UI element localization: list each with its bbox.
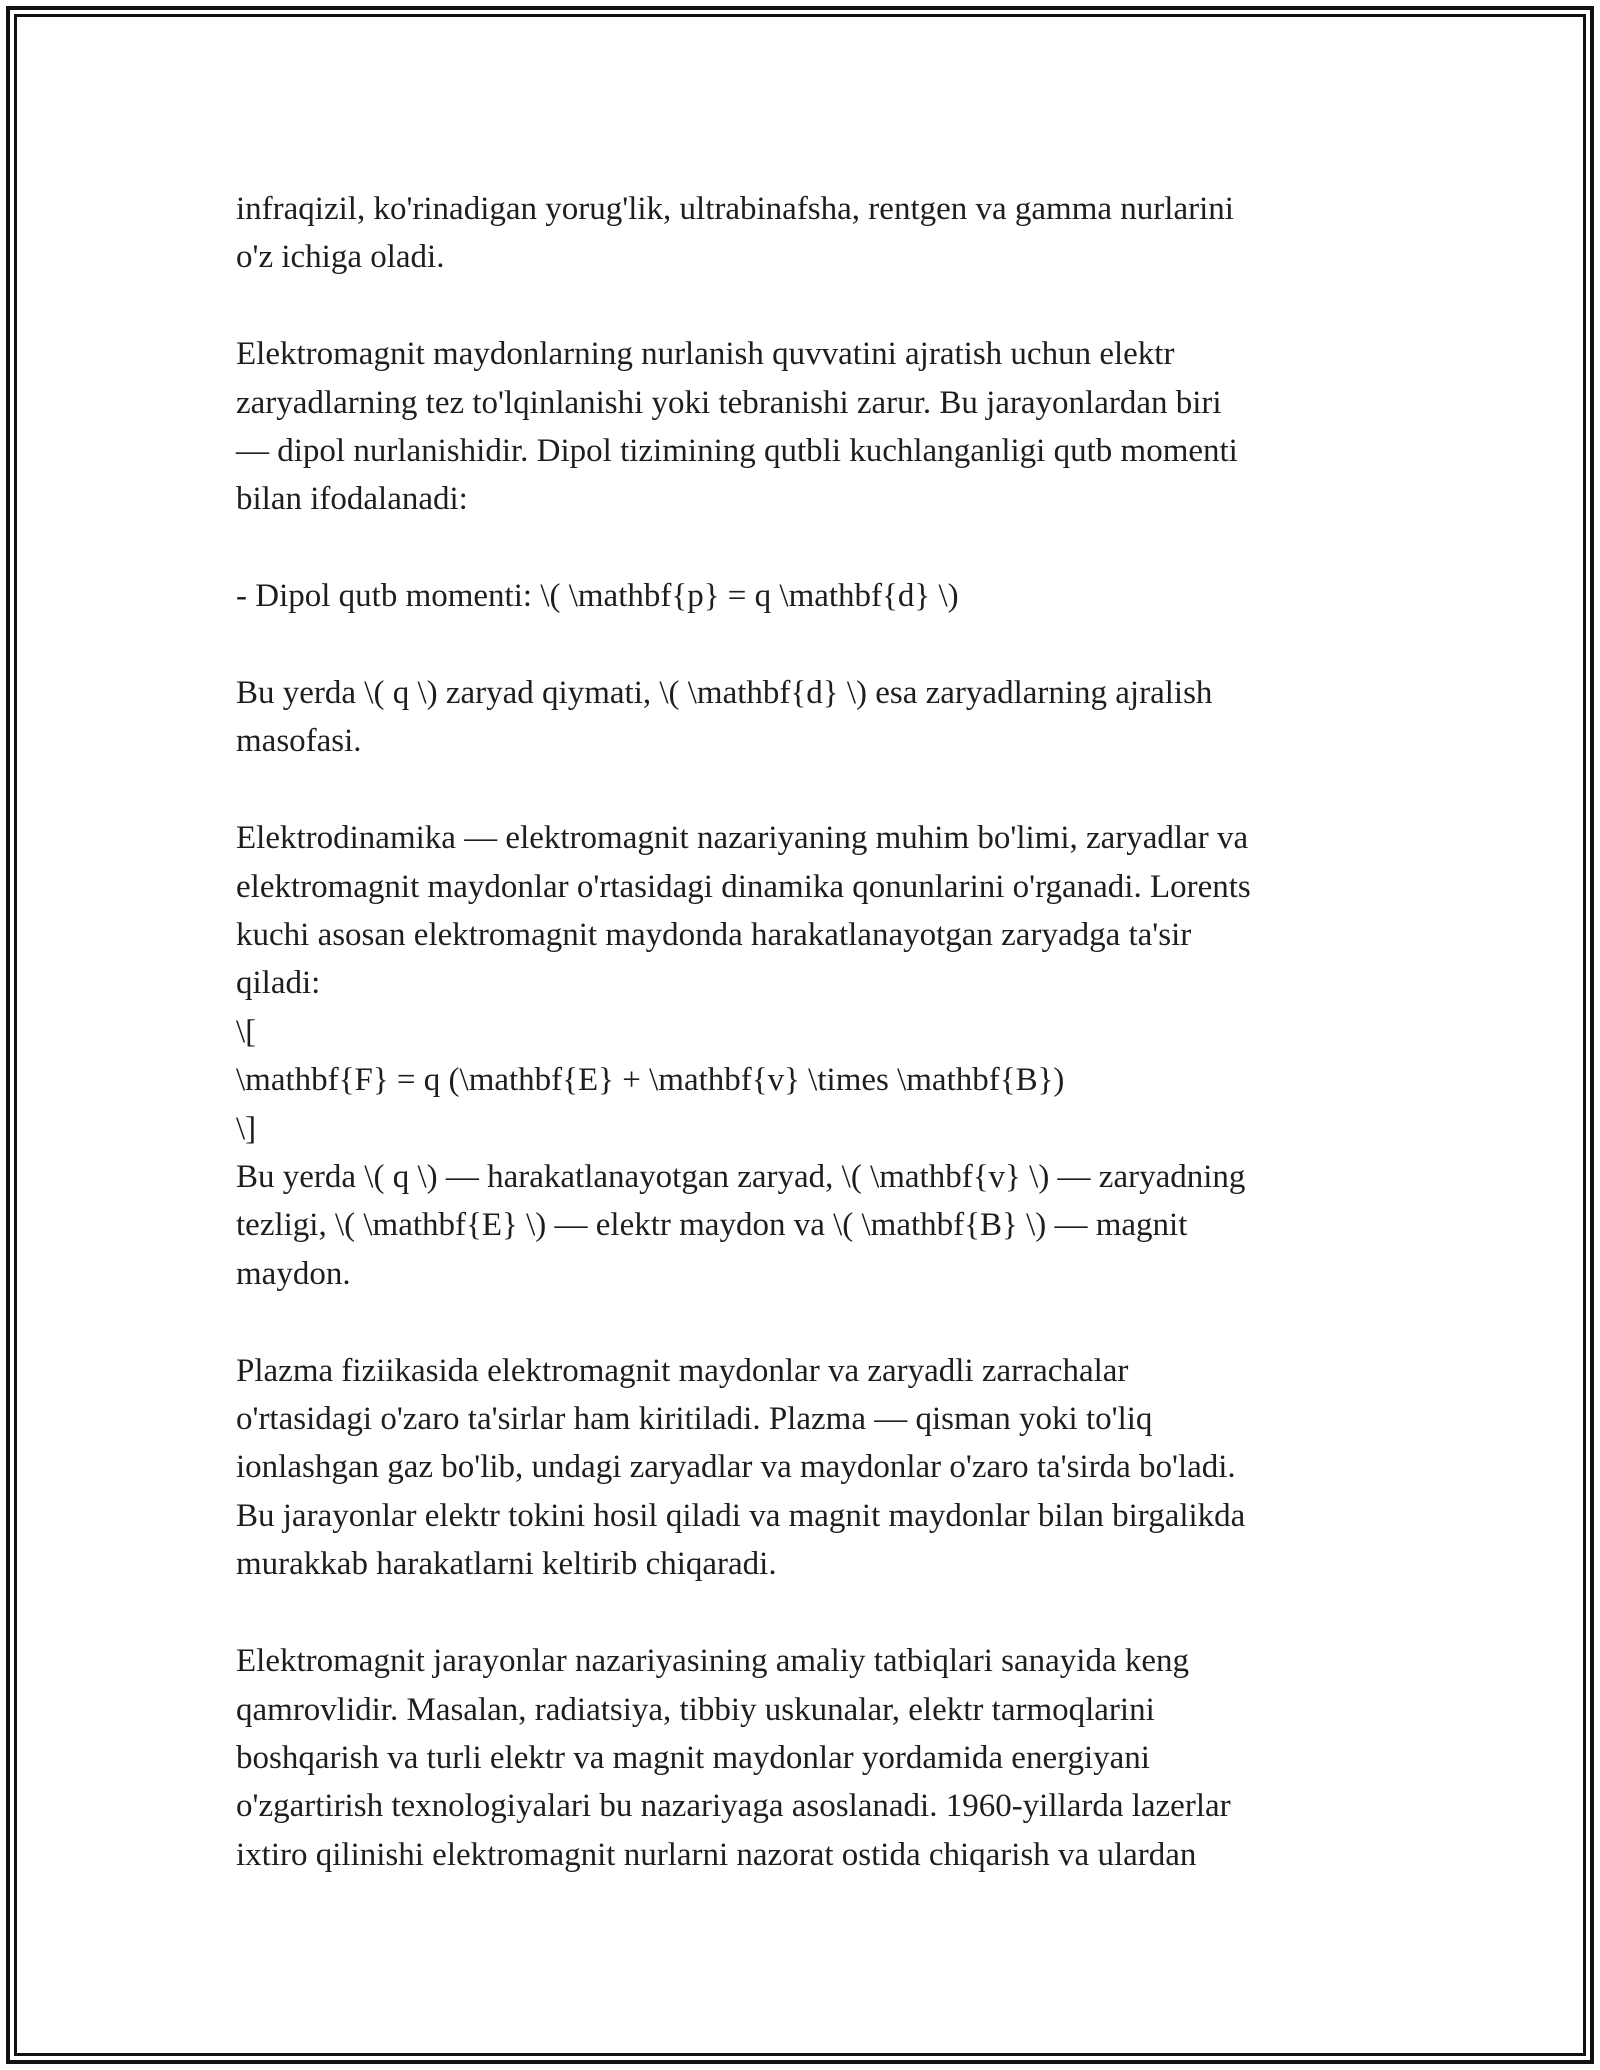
- document-body: [236, 185, 1386, 1928]
- text-line: ionlashgan gaz bo'lib, undagi zaryadlar va maydonlar o'zaro ta'sirda bo'ladi.: [236, 1449, 1236, 1486]
- text-line: Elektrodinamika — elektromagnit nazariyaning muhim bo'limi, zaryadlar va: [236, 820, 1249, 857]
- paragraph-dipole-radiation: [236, 330, 1386, 524]
- formula-line: \mathbf{F} = q (\mathbf{E} + \mathbf{v} \times \mathbf{B}): [236, 1062, 1065, 1099]
- text-line: infraqizil, ko'rinadigan yorug'lik, ultrabinafsha, rentgen va gamma nurlarini: [236, 191, 1234, 227]
- text-line: — dipol nurlanishidir. Dipol tizimining qutbli kuchlanganligi qutb momenti: [236, 433, 1238, 470]
- text-line: qamrovlidir. Masalan, radiatsiya, tibbiy uskunalar, elektr tarmoqlarini: [236, 1691, 1155, 1728]
- text-line: qiladi:: [236, 965, 321, 1002]
- paragraph-plasma-physics: [236, 1347, 1386, 1589]
- text-line: boshqarish va turli elektr va magnit maydonlar yordamida energiyani: [236, 1739, 1150, 1776]
- formula-line: - Dipol qutb momenti: \( \mathbf{p} = q \mathbf{d} \): [236, 578, 959, 615]
- text-line: Bu yerda \( q \) zaryad qiymati, \( \mathbf{d} \) esa zaryadlarning ajralish: [236, 675, 1213, 712]
- text-line: bilan ifodalanadi:: [236, 481, 468, 518]
- text-line: o'z ichiga oladi.: [236, 239, 445, 276]
- text-line: elektromagnit maydonlar o'rtasidagi dinamika qonunlarini o'rganadi. Lorents: [236, 868, 1251, 905]
- text-line: o'zgartirish texnologiyalari bu nazariyaga asoslanadi. 1960-yillarda lazerlar: [236, 1788, 1231, 1825]
- formula-line: \[: [236, 1013, 257, 1050]
- text-line: Bu yerda \( q \) — harakatlanayotgan zaryad, \( \mathbf{v} \) — zaryadning: [236, 1159, 1246, 1196]
- text-line: tezligi, \( \mathbf{E} \) — elektr maydon va \( \mathbf{B} \) — magnit: [236, 1207, 1188, 1244]
- text-line: Plazma fiziikasida elektromagnit maydonlar va zaryadli zarrachalar: [236, 1352, 1129, 1389]
- text-line: Elektromagnit maydonlarning nurlanish quvvatini ajratish uchun elektr: [236, 336, 1175, 373]
- paragraph-electrodynamics: [236, 814, 1386, 1298]
- paragraph-dipole-definitions: [236, 669, 1386, 766]
- paragraph-dipole-moment-formula: [236, 572, 1386, 620]
- formula-line: \]: [236, 1110, 257, 1147]
- text-line: Elektromagnit jarayonlar nazariyasining amaliy tatbiqlari sanayida keng: [236, 1643, 1189, 1680]
- text-line: zaryadlarning tez to'lqinlanishi yoki tebranishi zarur. Bu jarayonlardan biri: [236, 384, 1222, 421]
- text-line: maydon.: [236, 1255, 351, 1292]
- text-line: o'rtasidagi o'zaro ta'sirlar ham kiritiladi. Plazma — qisman yoki to'liq: [236, 1401, 1153, 1438]
- text-line: kuchi asosan elektromagnit maydonda harakatlanayotgan zaryadga ta'sir: [236, 917, 1192, 954]
- text-line: murakkab harakatlarni keltirib chiqaradi.: [236, 1546, 777, 1583]
- text-line: Bu jarayonlar elektr tokini hosil qiladi va magnit maydonlar bilan birgalikda: [236, 1497, 1246, 1534]
- text-line: masofasi.: [236, 723, 362, 760]
- paragraph-applications: [236, 1637, 1386, 1879]
- text-line: ixtiro qilinishi elektromagnit nurlarni nazorat ostida chiqarish va ulardan: [236, 1836, 1197, 1873]
- paragraph-spectrum: [236, 185, 1386, 282]
